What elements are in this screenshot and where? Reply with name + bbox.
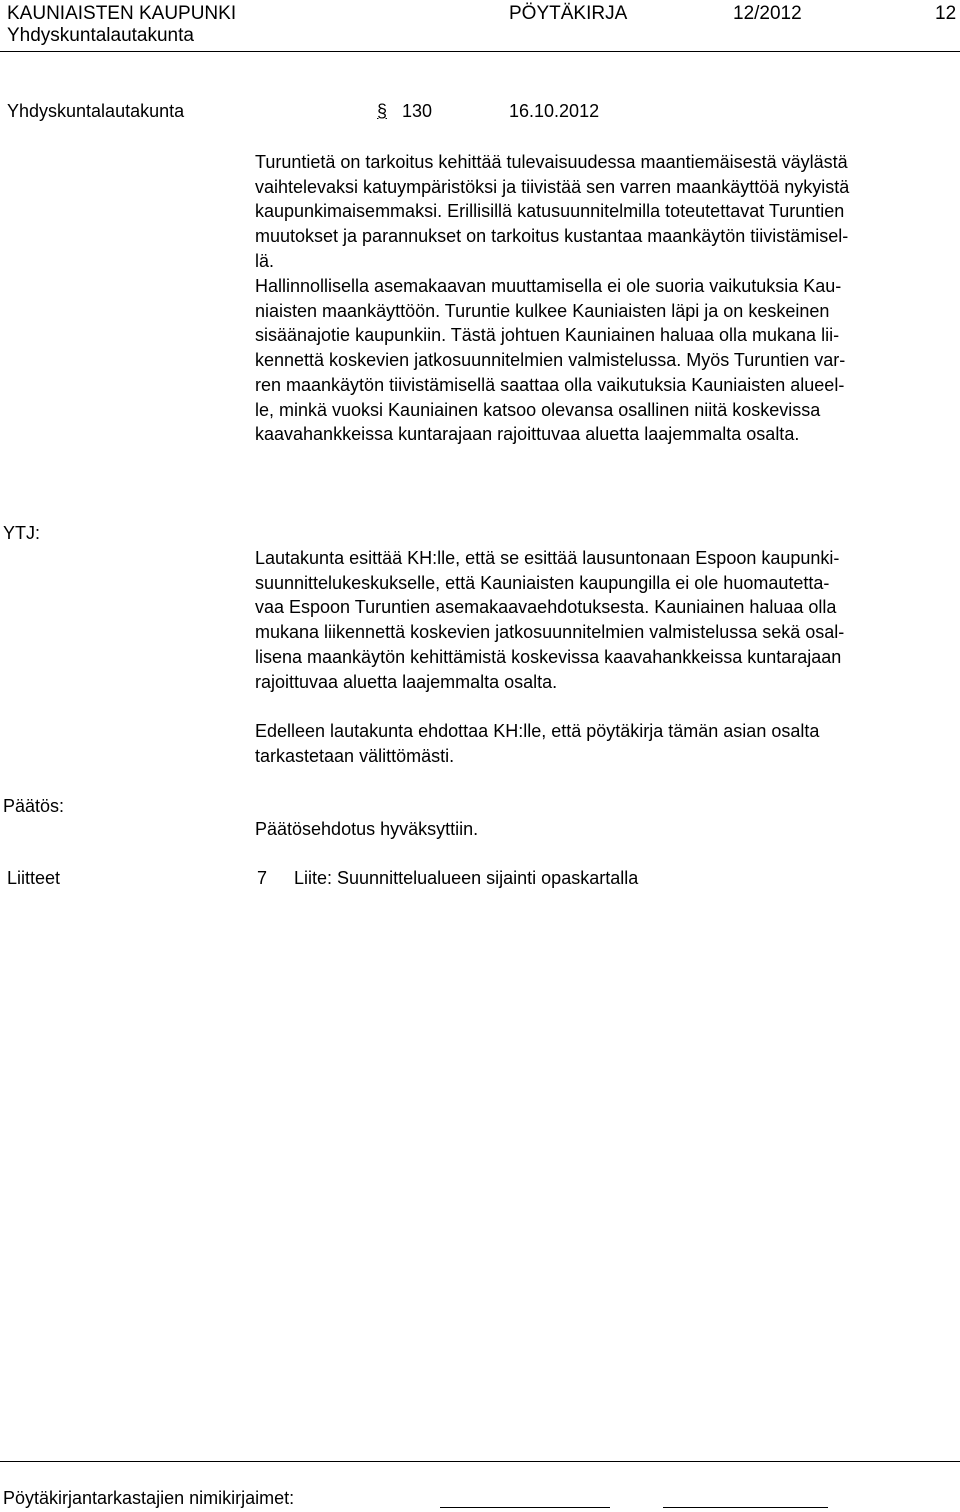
ytj-label: YTJ:	[3, 523, 41, 543]
org-name: KAUNIAISTEN KAUPUNKI	[7, 3, 237, 24]
paragraph-line: suunnittelukeskukselle, että Kauniaisten kaupungilla ei ole huomautetta-	[255, 572, 830, 593]
attachment-number: 7	[257, 868, 268, 888]
paragraph-line: lisena maankäytön kehittämistä koskevissa kaavahankkeissa kuntarajaan	[255, 646, 842, 667]
paragraph-1	[255, 150, 955, 274]
ytj-proposal	[255, 546, 955, 694]
paragraph-line: Edelleen lautakunta ehdottaa KH:lle, että pöytäkirja tämän asian osalta	[255, 721, 820, 741]
paragraph-line: lä.	[255, 250, 275, 271]
footer-divider	[0, 1461, 960, 1462]
decision-text: Päätösehdotus hyväksyttiin.	[255, 819, 479, 839]
signature-line	[663, 1507, 828, 1508]
paragraph-line: Turuntietä on tarkoitus kehittää tulevaisuudessa maantiemäisestä väylästä	[255, 152, 848, 172]
page-number: 12	[935, 3, 957, 24]
signature-line	[440, 1507, 610, 1508]
paragraph-line: rajoittuvaa aluetta laajemmalta osalta.	[255, 671, 558, 692]
paragraph-2	[255, 274, 955, 447]
section-number: 130	[402, 101, 433, 121]
ytj-further	[255, 719, 955, 768]
document-number: 12/2012	[733, 3, 802, 24]
paragraph-line: ren maankäytön tiivistämisellä saattaa olla vaikutuksia Kauniaisten alueel-	[255, 374, 845, 395]
unit-name: Yhdyskuntalautakunta	[7, 25, 194, 46]
decision-label: Päätös:	[3, 796, 65, 816]
paragraph-line: vaihtelevaksi katuympäristöksi ja tiivistää sen varren maankäyttöä nykyistä	[255, 176, 850, 197]
paragraph-line: tarkastetaan välittömästi.	[255, 745, 455, 766]
attachments-label: Liitteet	[7, 868, 61, 888]
paragraph-line: muutokset ja parannukset on tarkoitus kustantaa maankäytön tiivistämisel-	[255, 226, 849, 247]
section-date: 16.10.2012	[509, 101, 600, 121]
paragraph-line: niaisten maankäyttöön. Turuntie kulkee Kauniaisten läpi ja on keskeinen	[255, 300, 830, 321]
attachment-text: Liite: Suunnittelualueen sijainti opaskartalla	[294, 868, 639, 888]
section-body: Yhdyskuntalautakunta	[7, 101, 185, 121]
paragraph-line: Lautakunta esittää KH:lle, että se esittää lausuntonaan Espoon kaupunki-	[255, 548, 840, 568]
section-symbol: §	[377, 101, 388, 121]
document-type: PÖYTÄKIRJA	[509, 3, 628, 24]
paragraph-line: kennettä koskevien jatkosuunnitelmien valmistelussa. Myös Turuntien var-	[255, 350, 846, 371]
paragraph-line: kaavahankkeissa kuntarajaan rajoittuvaa aluetta laajemmalta osalta.	[255, 424, 800, 445]
paragraph-line: Hallinnollisella asemakaavan muuttamisella ei ole suoria vaikutuksia Kau-	[255, 276, 842, 296]
paragraph-line: vaa Espoon Turuntien asemakaavaehdotuksesta. Kauniainen haluaa olla	[255, 597, 837, 618]
paragraph-line: kaupunkimaisemmaksi. Erillisillä katusuunnitelmilla toteutettavat Turuntien	[255, 201, 845, 222]
paragraph-line: le, minkä vuoksi Kauniainen katsoo olevansa osallinen niitä koskevissa	[255, 399, 821, 420]
signatures-label: Pöytäkirjantarkastajien nimikirjaimet:	[3, 1488, 295, 1508]
paragraph-line: sisäänajotie kaupunkiin. Tästä johtuen Kauniainen haluaa olla mukana lii-	[255, 325, 840, 346]
header-divider	[0, 51, 960, 52]
paragraph-line: mukana liikennettä koskevien jatkosuunnitelmien valmistelussa sekä osal-	[255, 622, 845, 643]
